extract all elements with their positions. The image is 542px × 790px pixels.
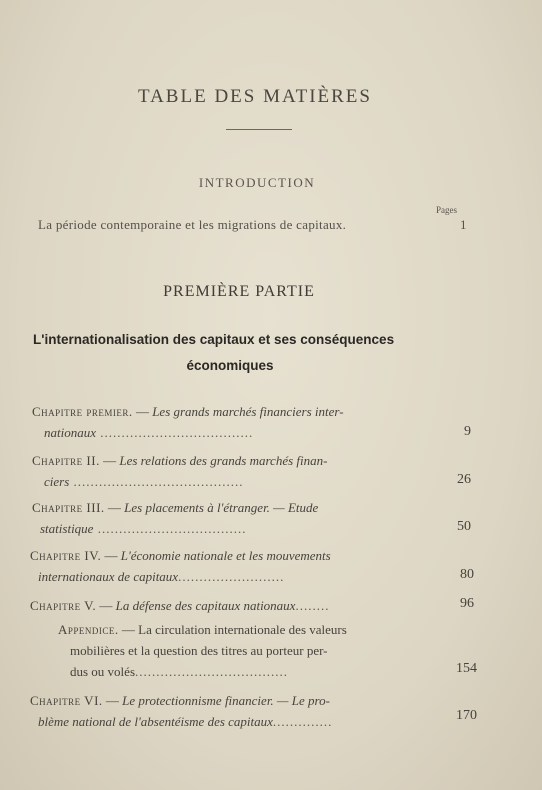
separator: — [102, 693, 123, 708]
toc-entry-chapter-4-cont [38, 569, 284, 585]
chapter-label: Chapitre II. [32, 453, 100, 468]
chapter-title: Les placements à l'étranger. — Etude [124, 500, 319, 515]
dot-leader: .................................... [135, 664, 288, 679]
toc-entry-chapter-5 [30, 598, 329, 614]
toc-entry-appendice-cont [70, 643, 328, 659]
toc-entry-chapter-1-cont [44, 425, 253, 441]
chapter-5-page: 96 [460, 596, 474, 611]
toc-entry-chapter-3-cont [40, 521, 246, 537]
appendice-title-cont: mobilières et la question des titres au porteur per- [70, 643, 328, 658]
toc-entry-chapter-2 [32, 453, 327, 469]
separator: — [96, 598, 116, 613]
toc-entry-chapter-4 [30, 548, 331, 564]
chapter-6-page: 170 [456, 708, 477, 723]
chapter-title: L'économie nationale et les mouvements [120, 548, 331, 563]
dot-leader: ................................... [93, 521, 247, 536]
separator: — [132, 404, 153, 419]
toc-entry-chapter-2-cont [44, 474, 244, 490]
part-subtitle-line2: économiques [186, 358, 274, 373]
chapter-title: Les relations des grands marchés finan- [119, 453, 328, 468]
chapter-4-page: 80 [460, 567, 474, 582]
separator: — [101, 548, 121, 563]
toc-entry-chapter-6-cont [38, 714, 332, 730]
introduction-page-number: 1 [460, 217, 467, 232]
toc-entry-chapter-1 [32, 404, 344, 420]
dot-leader: .............. [272, 714, 333, 729]
chapter-3-page: 50 [457, 519, 471, 534]
chapter-label: Chapitre V. [30, 598, 97, 613]
introduction-heading: INTRODUCTION [198, 175, 316, 190]
appendice-title-cont2: dus ou volés [70, 664, 135, 679]
dot-leader: ........ [295, 598, 330, 613]
appendice-title: — La circulation internationale des valeurs [118, 622, 347, 637]
toc-entry-chapter-6 [30, 693, 330, 709]
pages-column-label: Pages [436, 205, 457, 215]
separator: — [99, 453, 120, 468]
introduction-entry: La période contemporaine et les migrations de capitaux. [38, 217, 347, 232]
chapter-label: Chapitre premier. [32, 404, 133, 419]
chapter-title: Les grands marchés financiers inter- [152, 404, 344, 419]
appendice-page: 154 [456, 661, 477, 676]
appendice-label: Appendice. [58, 622, 119, 637]
toc-entry-chapter-3 [32, 500, 318, 516]
chapter-1-page: 9 [464, 424, 471, 439]
page-title: TABLE DES MATIÈRES [138, 86, 372, 107]
chapter-label: Chapitre VI. [30, 693, 103, 708]
chapter-label: Chapitre IV. [30, 548, 102, 563]
dot-leader: .................................... [96, 425, 254, 440]
chapter-title: La défense des capitaux nationaux [115, 598, 296, 613]
separator: — [104, 500, 125, 515]
chapter-label: Chapitre III. [32, 500, 105, 515]
title-divider [226, 129, 292, 130]
chapter-2-page: 26 [457, 472, 471, 487]
dot-leader: ........................................ [69, 474, 244, 489]
toc-entry-appendice [58, 622, 347, 638]
chapter-title-cont: blème national de l'absentéisme des capitaux [38, 714, 273, 729]
part-subtitle-line1: L'internationalisation des capitaux et ses conséquences [33, 332, 395, 347]
toc-entry-appendice-cont2 [70, 664, 288, 680]
chapter-title: Le protectionnisme financier. — Le pro- [122, 693, 330, 708]
chapter-title-cont: nationaux [44, 425, 96, 440]
dot-leader: ......................... [178, 569, 285, 584]
chapter-title-cont: statistique [40, 521, 94, 536]
chapter-title-cont: internationaux de capitaux [38, 569, 179, 584]
chapter-title-cont: ciers [44, 474, 70, 489]
part-heading: PREMIÈRE PARTIE [163, 283, 315, 300]
